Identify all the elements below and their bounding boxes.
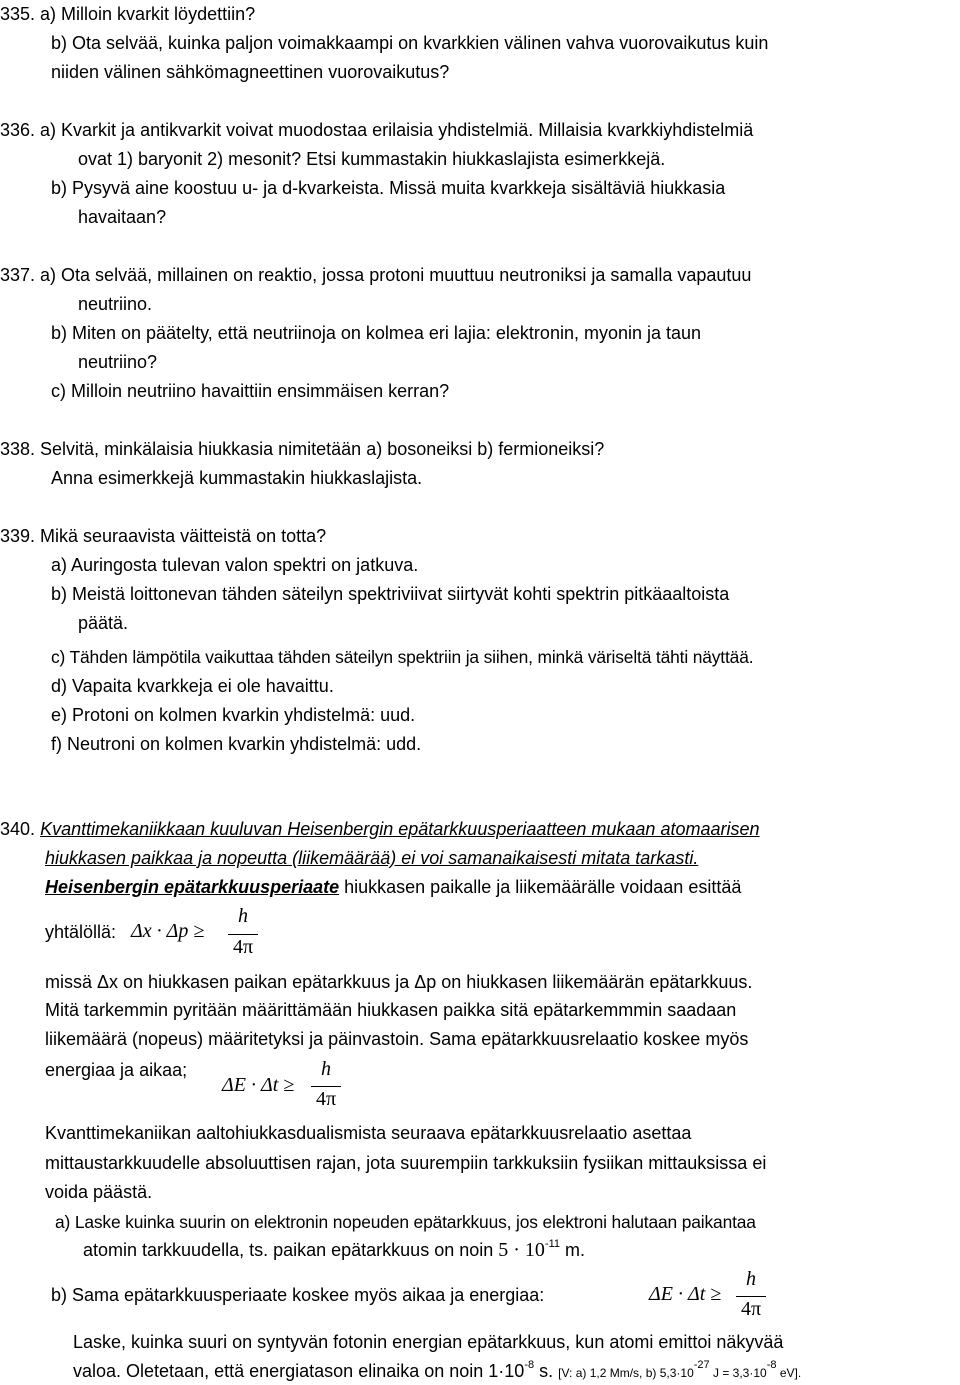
q337-b-line2: neutriino? [78, 352, 158, 372]
answer-key: [V: a) 1,2 Mm/s, b) $5,3\cdot 10^{-27}$ $J = 3,3\cdot 10^{-8}$ eV]. [558, 1359, 802, 1380]
q340-p7: voida päästä. [45, 1182, 153, 1202]
q339-a: a) Auringosta tulevan valon spektri on jatkuva. [51, 555, 419, 575]
q340-number: 340. [0, 819, 36, 839]
q339-d: d) Vapaita kvarkkeja ei ole havaittu. [51, 676, 334, 696]
eq1-label: yhtälöllä: [45, 922, 117, 942]
q340-p2: Mitä tarkemmin pyritään määrittämään hiukkasen paikka sitä epätarkemmmin saadaan [45, 1000, 737, 1020]
eq2-lhs: ΔE · Δt ≥ [222, 1074, 295, 1096]
principle-rest: hiukkasen paikalle ja liikemäärälle voidaan esittää [339, 877, 742, 897]
q336-b-line1: b) Pysyvä aine koostuu u- ja d-kvarkeista. Missä muita kvarkkeja sisältäviä hiukkasia [51, 178, 726, 198]
q338-line2: Anna esimerkkejä kummastakin hiukkaslajista. [51, 468, 423, 488]
eq1-denominator: 4π [232, 936, 254, 958]
q340-p4: energiaa ja aikaa; [45, 1060, 188, 1080]
q335-b-line2: niiden välinen sähkömagneettinen vuorovaikutus? [51, 62, 450, 82]
q339-c: c) Tähden lämpötila vaikuttaa tähden säteilyn spektriin ja siihen, minkä väriseltä tähti näyttää. [51, 647, 754, 667]
q339-b-line1: b) Meistä loittonevan tähden säteilyn spektriviivat siirtyvät kohti spektrin pitkäaaltoista [51, 584, 730, 604]
q335-b-line1: b) Ota selvää, kuinka paljon voimakkaampi on kvarkkien välinen vahva vuorovaikutus kuin [51, 33, 769, 53]
q337-b-line1: b) Miten on päätelty, että neutriinoja on kolmea eri lajia: elektronin, myonin ja taun [51, 323, 702, 343]
q340-a-line1: a) Laske kuinka suurin on elektronin nopeuden epätarkkuus, jos elektroni halutaan paikantaa [55, 1212, 756, 1232]
q337-a-line2: neutriino. [78, 294, 153, 314]
q339-e: e) Protoni on kolmen kvarkin yhdistelmä: uud. [51, 705, 416, 725]
q339-f: f) Neutroni on kolmen kvarkin yhdistelmä: udd. [51, 734, 422, 754]
q335-a: 335. a) Milloin kvarkit löydettiin? [0, 4, 256, 24]
eq1-lhs: Δx · Δp ≥ [131, 920, 205, 942]
q340-b: b) Sama epätarkkuusperiaate koskee myös aikaa ja energiaa: [51, 1285, 545, 1305]
principle-title: Heisenbergin epätarkkuusperiaate [45, 877, 340, 897]
q340-c-line2: valoa. Oletetaan, että energiatason elinaika on noin $1\cdot 10^{-8}$ s. [V: a) 1,2 Mm/s, b) $5,3\cdot 10^{-27}$ $J = 3,3\cdot 10^{-8}$ eV]. [73, 1359, 802, 1381]
eq1-fraction-bar [228, 934, 258, 935]
q336-a-line2: ovat 1) baryonit 2) mesonit? Etsi kummastakin hiukkaslajista esimerkkejä. [78, 149, 666, 169]
q338-line1: 338. Selvitä, minkälaisia hiukkasia nimitetään a) bosoneiksi b) fermioneiksi? [0, 439, 605, 459]
eq3-lhs: ΔE · Δt ≥ [649, 1283, 722, 1305]
q340-p6: mittaustarkkuudelle absoluuttisen rajan, jota suurempiin tarkkuksiin fysiikan mittauksissa ei [45, 1153, 767, 1173]
q340-principle-line [45, 875, 741, 899]
q340-intro-line1 [0, 817, 760, 841]
q340-a-line2: atomin tarkkuudella, ts. paikan epätarkkuus on noin $5 \cdot 10^{-11}$ m. [83, 1238, 586, 1261]
q340-p3: liikemäärä (nopeus) määritetyksi ja päinvastoin. Sama epätarkkuusrelaatio koskee myös [45, 1029, 749, 1049]
q340-c-line1: Laske, kuinka suuri on syntyvän fotonin energian epätarkkuus, kun atomi emittoi näkyvää [73, 1332, 784, 1352]
q339-intro: 339. Mikä seuraavista väitteistä on totta? [0, 526, 327, 546]
q337-c: c) Milloin neutriino havaittiin ensimmäisen kerran? [51, 381, 450, 401]
q339-b-line2: päätä. [78, 613, 129, 633]
eq1-numerator: h [238, 905, 248, 927]
q340-intro-text1: Kvanttimekaniikkaan kuuluvan Heisenbergin epätarkkuusperiaatteen mukaan atomaarisen [40, 819, 760, 839]
q340-p5: Kvanttimekaniikan aaltohiukkasdualismista seuraava epätarkkuusrelaatio asettaa [45, 1123, 692, 1143]
q340-p1: missä Δx on hiukkasen paikan epätarkkuus ja Δp on hiukkasen liikemäärän epätarkkuus. [45, 972, 753, 992]
q337-a-line1: 337. a) Ota selvää, millainen on reaktio, jossa protoni muuttuu neutroniksi ja samalla vapautuu [0, 265, 752, 285]
q336-a-line1: 336. a) Kvarkit ja antikvarkit voivat muodostaa erilaisia yhdistelmiä. Millaisia kvarkkiyhdistelmiä [0, 120, 754, 140]
q340-intro-line2: hiukkasen paikkaa ja nopeutta (liikemäärää) ei voi samanaikaisesti mitata tarkasti. [45, 848, 699, 868]
q336-b-line2: havaitaan? [78, 207, 167, 227]
